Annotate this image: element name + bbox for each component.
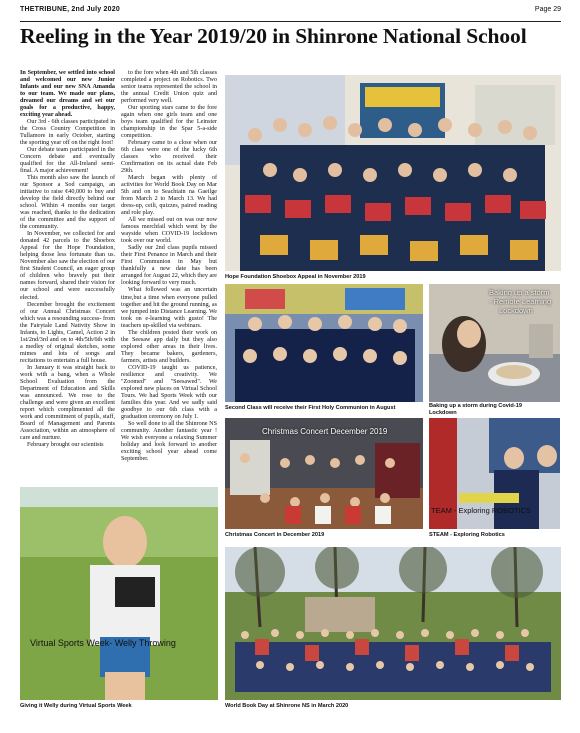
baking-photo [429, 284, 560, 402]
article-paragraph: February came to a close when our 6th class were one of the lucky 6th classes who received their Confirmation on its actual date Feb 29th. [121, 140, 217, 175]
steam-overlay: TEAM - Exploring ROBOTICS [431, 506, 532, 515]
concert-caption: Christmas Concert in December 2019 [225, 532, 325, 538]
baking-overlay-line1: Baking up a storm [489, 288, 550, 297]
article-column-2 [121, 70, 217, 463]
shoebox-caption: Hope Foundation Shoebox Appeal in November 2019 [225, 274, 366, 280]
page-number: Page 29 [534, 6, 561, 13]
article-paragraph: Our sporting stars came to the fore again when one girls team and one boys team qualified for the Leinster championship in the Spar 5-a-side competition. [121, 105, 217, 140]
welly-caption: Giving it Welly during Virtual Sports Week [20, 703, 132, 709]
baking-overlay-line2: - Remote Learning [489, 297, 552, 306]
article-paragraph: What followed was an uncertain time,but a time when everyone pulled together and hit the ground running, as we jumped into Distance Learning. We took on e-learning with gusto! The teachers up-skilled via webinars. [121, 287, 217, 329]
welly-throwing-photo [20, 487, 218, 700]
article-paragraph: March began with plenty of activities for World Book Day on Mar 5th and on to Seachtain na Gaeilge from March 2 to March 13. We had dress-up, ceili, quizzes, paired reading and role play. [121, 175, 217, 217]
baking-caption-line2: Lockdown [429, 410, 457, 416]
article-paragraph: Sadly our 2nd class pupils missed their First Penance in March and their First Communion in May but thankfully a new date has been arranged for August 22, which they are looking forward to very much. [121, 245, 218, 287]
article-paragraph: The children posted their work on the Seesaw app daily but they also explored other areas in their lives. They became bakers, gardeners, farmers, artists and builders. [121, 329, 217, 364]
book-day-caption: World Book Day at Shinrone NS in March 2020 [225, 703, 349, 709]
welly-overlay: Virtual Sports Week- Welly Throwing [30, 638, 176, 648]
article-column-1 [20, 70, 115, 449]
article-paragraph: COVID-19 taught us patience, resilience and creativity. We "Zoomed" and "Seesawed". We explored new places on Virtual School Tours. We had Sports Week with our families this year. And we sadly said goodbye to our 6th class with a graduation ceremony on July 1. [121, 364, 217, 420]
article-paragraph: Our debate team participated in the Concern debate and eventually qualified for the All-Ireland semi-final. A major achievement! [20, 147, 115, 175]
world-book-day-photo [225, 547, 561, 700]
baking-overlay-line3: Lockdown [499, 306, 533, 315]
page-header [20, 0, 561, 22]
baking-caption-line1: Baking up a storm during Covid-19 [429, 403, 522, 409]
article-paragraph: So well done to all the Shinrone NS community. Another fantastic year ! We wish everyone a relaxing Summer holiday and look forward to another exciting school year ahead come September. [121, 420, 217, 462]
headline: Reeling in the Year 2019/20 in Shinrone National School [20, 24, 527, 48]
communion-caption: Second Class will receive their First Holy Communion in August [225, 405, 396, 411]
steam-robotics-photo [429, 418, 560, 529]
article-paragraph: In January it was straight back to work with a bang, when a Whole School Evaluation from the Department of Education and Skills was announced. We rose to the challenge and were given an excellent report which complimented all the work and commitment of pupils, staff, Board of Management and Parents Association, within an atmosphere of care and nurture. [20, 364, 115, 441]
article-paragraph: Our 3rd - 6th classes participated in the Cross Country Competition in Tullamore in early October, starting the sporting year off on the right foot! [20, 119, 115, 147]
article-paragraph: December brought the excitement of our Annual Christmas Concert which was a resounding success- from the Fairytale Land Nativity Show in Infants, to Lights, Camel, Action 2 in 1st/2nd/3rd and on to 4th/5th/6th with a medley of original sketches, some mimes and lots of songs and recitations to entertain a full house. [20, 301, 115, 364]
christmas-concert-photo [225, 418, 423, 529]
concert-overlay: Christmas Concert December 2019 [262, 427, 388, 436]
steam-caption: STEAM - Exploring Robotics [429, 532, 505, 538]
article-paragraph: All we missed out on was our now famous merchfail which went by the wayside when COVID-19 lockdown took over our world. [121, 217, 217, 245]
shoebox-appeal-photo [225, 75, 561, 271]
publication-date: THETRIBUNE, 2nd July 2020 [20, 6, 120, 13]
article-paragraph: In November, we collected for and donated 42 parcels to the Shoebox Appeal for the Hope Foundation, helping those less fortunate than us. November also saw the election of our first Student Council, an eager group of children who bravely put their names forward, shared their vision for our school and were successfully elected. [20, 231, 115, 301]
article-paragraph: In September, we settled into school and welcomed our new Junior Infants and our new SNA Amanda to our team. We made our plans, dreamed our dreams and set our goals for a productive, happy, exciting year ahead. [20, 70, 115, 119]
article-paragraph: to the fore when 4th and 5th classes completed a project on Robotics. Two senior teams represented the school in the annual Credit Union quiz and performed very well. [121, 70, 217, 105]
article-paragraph: February brought our scientists [27, 441, 104, 448]
article-paragraph: This month also saw the launch of our Sponsor a Sod campaign, an initiative to raise €40,000 to buy and develop the field directly behind our school. Within 4 months our target was reached, thanks to the dedication of the committee and the support of the community. [20, 175, 115, 231]
communion-photo [225, 284, 423, 402]
